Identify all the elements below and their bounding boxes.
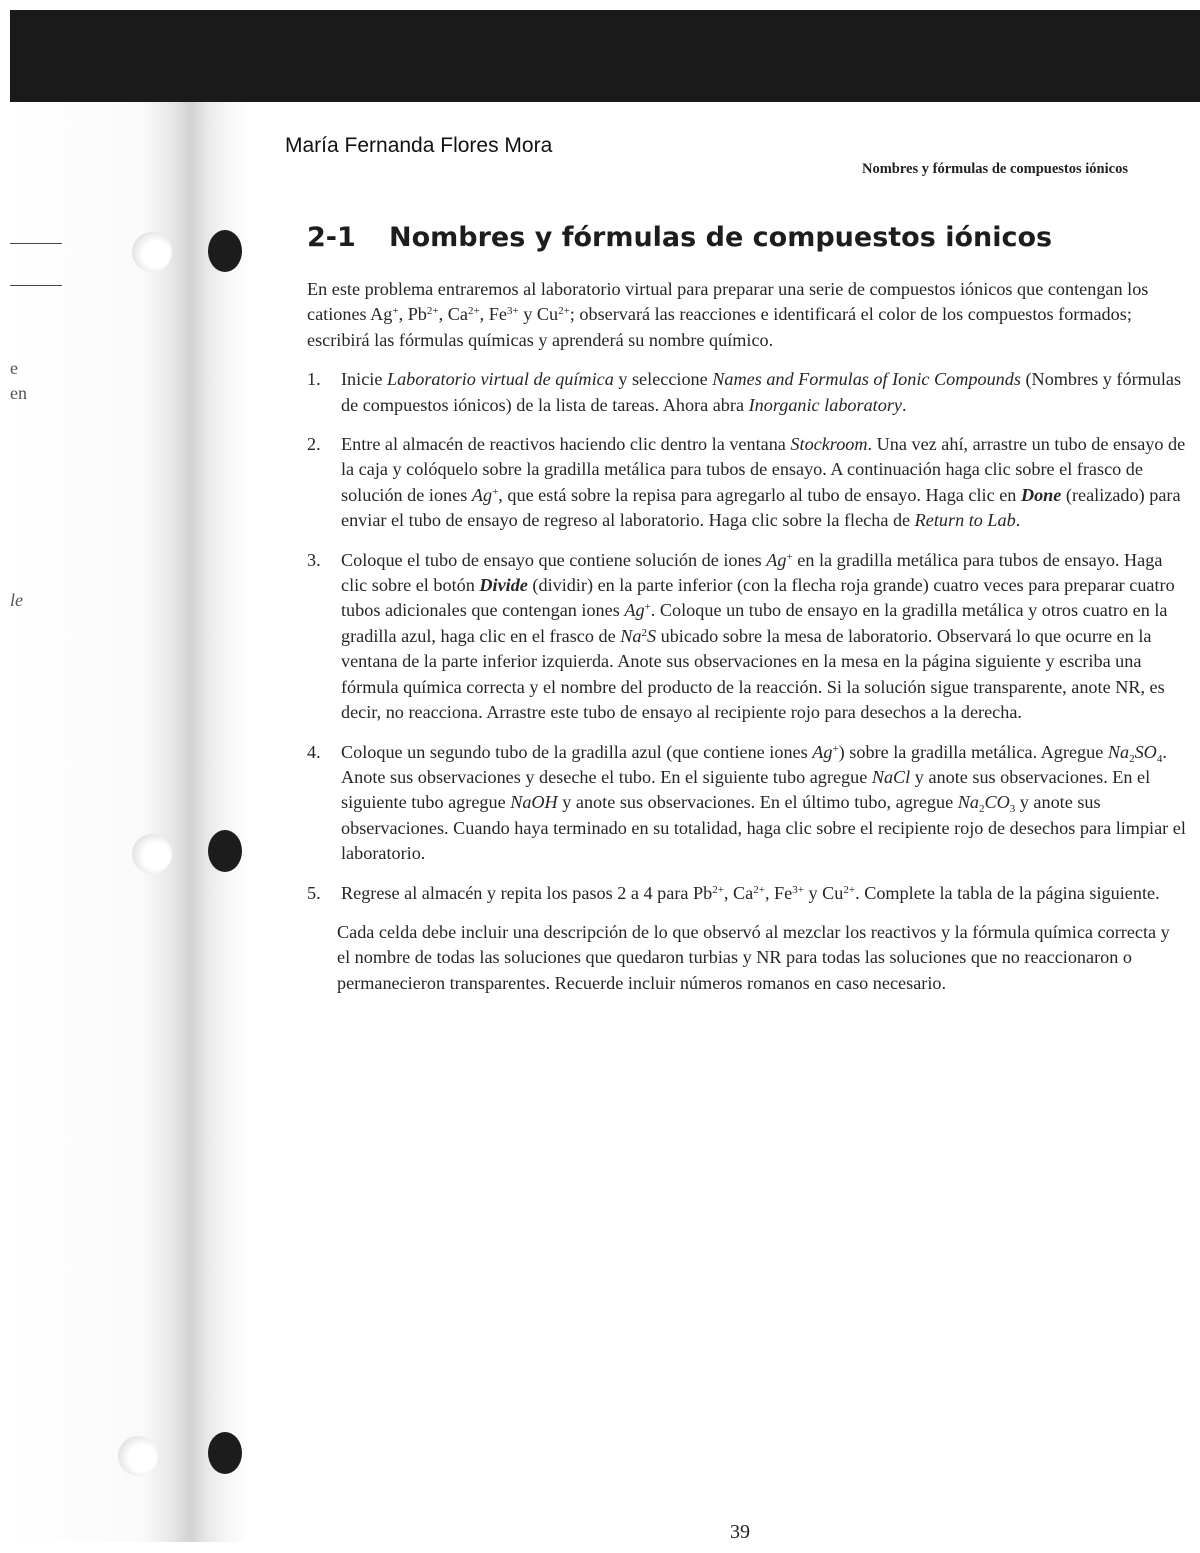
bleed-text: en [10,383,27,403]
instruction-steps [307,367,1187,906]
step-5: 5. Regrese al almacén y repita los pasos 2 a 4 para $Pb^{2+}$, $Ca^{2+}$, $Fe^{3+}$ y $Cu^{2+}$. Complete la tabla de la página siguiente. [307,881,1187,906]
section-number: 2-1 [307,222,356,253]
bleed-rule [10,243,62,244]
bleed-rule [10,285,62,286]
intro-paragraph: En este problema entraremos al laboratorio virtual para preparar una serie de compuestos iónicos que contengan los cationes Ag+, $Pb^{2+}$, $Ca^{2+}$, $Fe^{3+}$ y $Cu^{2+}$; observará las reacciones e identificará el color de los compuestos formados; escribirá las fórmulas químicas y aprenderá su nombre químico. [307,279,1149,350]
bleed-text: e [10,358,18,378]
scan-dark-band [10,10,1200,102]
step-number: 4. [307,741,321,762]
scan-edge [0,0,10,1553]
punch-hole [208,230,242,272]
section-title [307,222,1052,253]
running-head: Nombres y fórmulas de compuestos iónicos [862,161,1128,177]
main-content [307,277,1187,996]
step-2: 2. Entre al almacén de reactivos haciendo clic dentro la ventana Stockroom. Una vez ahí, arrastre un tubo de ensayo de la caja y colóquelo sobre la gradilla metálica para tubos de ensayo. A continuación haga clic sobre el frasco de solución de iones Ag+, que está sobre la repisa para agregarlo al tubo de ensayo. Haga clic en Done (realizado) para enviar el tubo de ensayo de regreso al laboratorio. Haga clic sobre la flecha de Return to Lab. [307,434,1186,531]
punch-hole [208,1432,242,1474]
final-paragraph: Cada celda debe incluir una descripción de lo que observó al mezclar los reactivos y la fórmula química correcta y el nombre de todas las soluciones que quedaron turbias y NR para todas las soluciones que no reaccionaron o permanecieron transparentes. Recuerde incluir números romanos en caso necesario. [337,921,1170,993]
step-4: 4. Coloque un segundo tubo de la gradilla azul (que contiene iones Ag+) sobre la gradilla metálica. Agregue $Na_2SO_4$. Anote sus observaciones y deseche el tubo. En el siguiente tubo agregue NaCl y anote sus observaciones. En el siguiente tubo agregue NaOH y anote sus observaciones. En el último tubo, agregue $Na_2CO_3$ y anote sus observaciones. Cuando haya terminado en su totalidad, haga clic sobre el recipiente rojo de desechos para limpiar el laboratorio. [307,741,1186,864]
author-name: María Fernanda Flores Mora [285,134,553,157]
section-title-text: Nombres y fórmulas de compuestos iónicos [389,222,1053,253]
punch-hole-shadow [118,1436,158,1476]
step-number: 2. [307,434,321,455]
punch-hole-shadow [132,834,172,874]
punch-hole [208,830,242,872]
page-number: 39 [730,1521,750,1543]
bleed-text: le [10,590,23,610]
punch-hole-shadow [132,232,172,272]
binding-gutter [10,102,250,1542]
step-number: 5. [307,882,321,903]
step-number: 1. [307,369,321,390]
step-1: 1. Inicie Laboratorio virtual de química y seleccione Names and Formulas of Ionic Compounds (Nombres y fórmulas de compuestos iónicos) de la lista de tareas. Ahora abra Inorganic laboratory. [307,369,1182,415]
step-3: 3. Coloque el tubo de ensayo que contiene solución de iones Ag+ en la gradilla metálica para tubos de ensayo. Haga clic sobre el botón Divide (dividir) en la parte inferior (con la flecha roja grande) cuatro veces para preparar cuatro tubos adicionales que contengan iones Ag+. Coloque un tubo de ensayo en la gradilla metálica y otros cuatro en la gradilla azul, haga clic en el frasco de Na$^2$S ubicado sobre la mesa de laboratorio. Observará lo que ocurre en la ventana de la parte inferior izquierda. Anote sus observaciones en la mesa en la página siguiente y escriba una fórmula química correcta y el nombre del producto de la reacción. Si la solución sigue transparente, anote NR, es decir, no reacciona. Arrastre este tubo de ensayo al recipiente rojo para desechos a la derecha. [307,549,1175,723]
step-number: 3. [307,549,321,570]
